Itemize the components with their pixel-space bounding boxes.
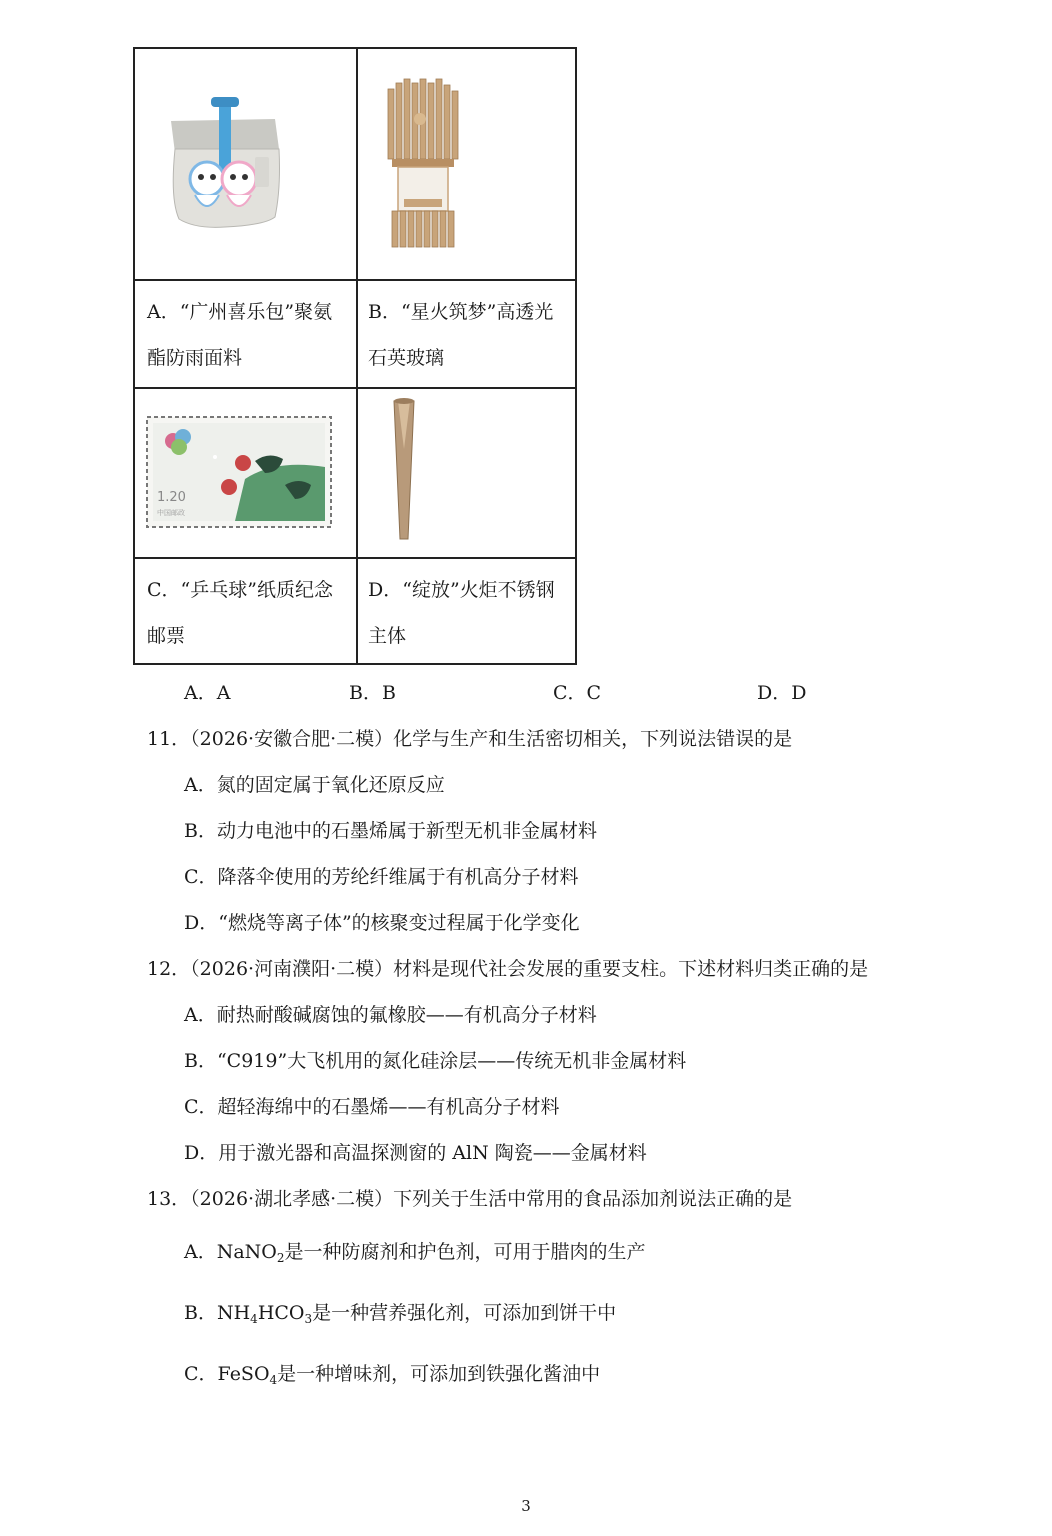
image-cell-a — [135, 49, 356, 279]
option-text: 是一种防腐剂和护色剂，可用于腊肉的生产 — [284, 1241, 646, 1263]
option-text: 是一种营养强化剂，可添加到饼干中 — [312, 1302, 617, 1324]
formula-subscript: 4 — [269, 1373, 278, 1387]
formula-subscript: 3 — [304, 1312, 313, 1326]
q13-option-c[interactable] — [184, 1359, 600, 1387]
option-text: 是一种增味剂，可添加到铁强化酱油中 — [277, 1363, 601, 1385]
q10-choice-c[interactable]: C．C — [553, 682, 602, 704]
caption-a: A．“广州喜乐包”聚氨 酯防雨面料 — [147, 301, 333, 369]
option-letter: B． — [184, 1302, 217, 1324]
formula-subscript: 4 — [250, 1312, 258, 1326]
formula: NaNO — [216, 1241, 277, 1263]
table-divider — [135, 279, 575, 281]
rain-bag-image — [135, 49, 356, 279]
q13-option-a[interactable] — [184, 1237, 646, 1265]
image-cell-c — [135, 389, 356, 557]
q10-choice-d[interactable]: D．D — [757, 682, 807, 704]
caption-d: D．“绽放”火炬不锈钢 主体 — [368, 579, 555, 647]
q12-option-a[interactable]: A．耐热耐酸碱腐蚀的氟橡胶——有机高分子材料 — [184, 1004, 597, 1026]
ping-pong-stamp-image — [135, 389, 356, 557]
options-table — [133, 47, 577, 665]
q12-option-c[interactable]: C．超轻海绵中的石墨烯——有机高分子材料 — [184, 1096, 560, 1118]
page-number: 3 — [521, 1497, 531, 1515]
formula: NH — [216, 1302, 251, 1324]
formula-subscript: 2 — [276, 1251, 285, 1265]
q10-choice-b[interactable]: B．B — [349, 682, 396, 704]
stamp-country: 中国邮政 — [157, 509, 185, 517]
q13-stem: 13．（2026·湖北孝感·二模）下列关于生活中常用的食品添加剂说法正确的是 — [147, 1188, 793, 1210]
q11-option-c[interactable]: C．降落伞使用的芳纶纤维属于有机高分子材料 — [184, 866, 579, 888]
caption-b: B．“星火筑梦”高透光 石英玻璃 — [368, 301, 554, 369]
q11-option-d[interactable]: D．“燃烧等离子体”的核聚变过程属于化学变化 — [184, 912, 580, 934]
formula: HCO — [257, 1302, 305, 1324]
torch-image — [358, 389, 577, 557]
torch-lamp-image — [358, 49, 577, 279]
option-letter: C． — [184, 1363, 218, 1385]
option-letter: A． — [184, 1241, 217, 1263]
q12-option-b[interactable]: B．“C919”大飞机用的氮化硅涂层——传统无机非金属材料 — [184, 1050, 687, 1072]
image-cell-d — [358, 389, 577, 557]
q10-choice-a[interactable]: A．A — [184, 682, 231, 704]
formula: FeSO — [217, 1363, 270, 1385]
stamp-value: 1.20 — [157, 490, 186, 505]
q12-stem: 12．（2026·河南濮阳·二模）材料是现代社会发展的重要支柱。下述材料归类正确的是 — [147, 958, 869, 980]
q12-option-d[interactable]: D．用于激光器和高温探测窗的 AlN 陶瓷——金属材料 — [184, 1142, 647, 1164]
q11-stem: 11．（2026·安徽合肥·二模）化学与生产和生活密切相关，下列说法错误的是 — [147, 728, 793, 750]
q13-option-b[interactable] — [184, 1298, 616, 1326]
q11-option-b[interactable]: B．动力电池中的石墨烯属于新型无机非金属材料 — [184, 820, 597, 842]
caption-c: C．“乒乓球”纸质纪念 邮票 — [147, 579, 333, 647]
image-cell-b — [358, 49, 577, 279]
q11-option-a[interactable]: A．氮的固定属于氧化还原反应 — [184, 774, 445, 796]
table-divider — [135, 557, 575, 559]
